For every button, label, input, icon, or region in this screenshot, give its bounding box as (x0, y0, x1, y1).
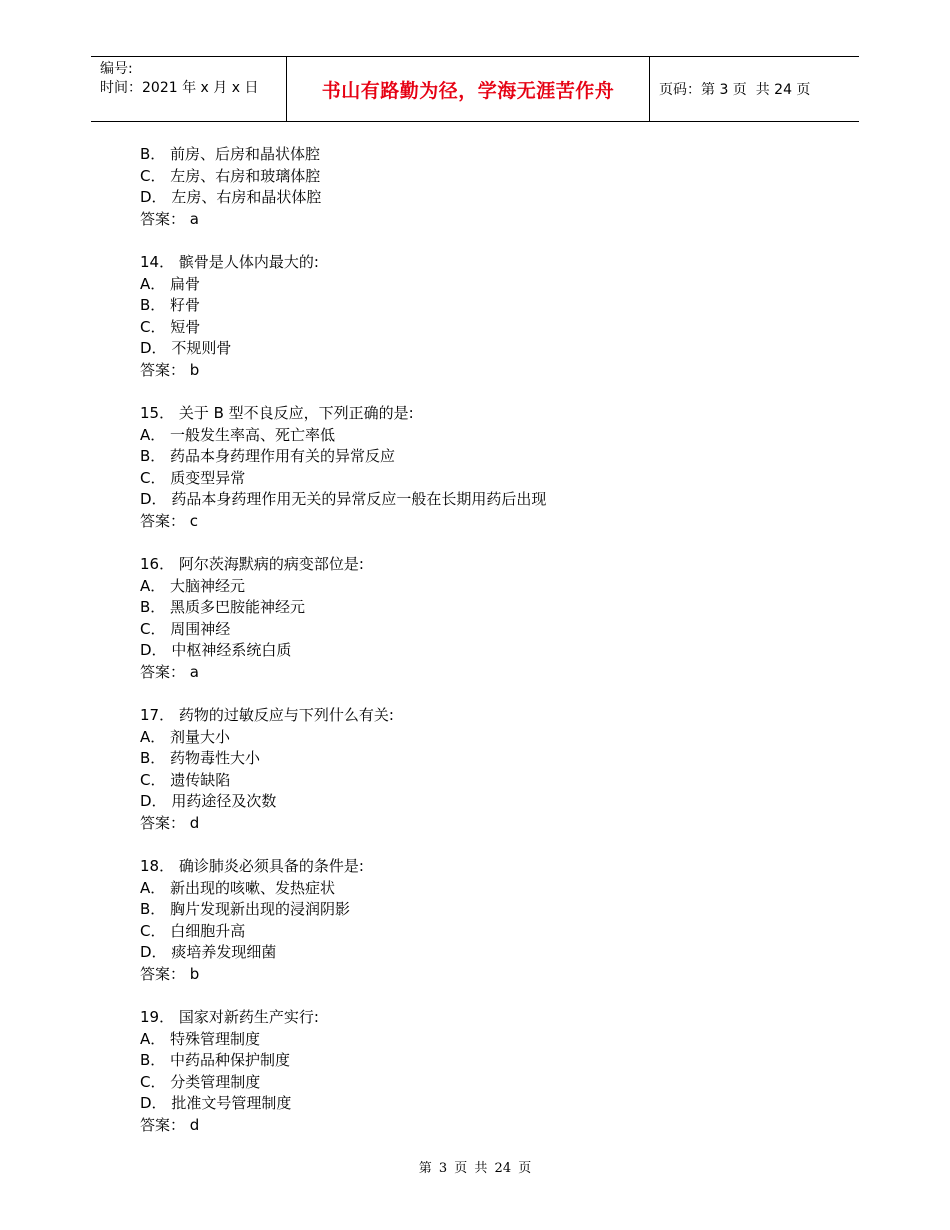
option-b: B． 药品本身药理作用有关的异常反应 (140, 447, 396, 465)
question-14 (140, 252, 860, 381)
option-d: D． 批准文号管理制度 (140, 1094, 292, 1112)
option-c: C． 短骨 (140, 317, 201, 336)
question-16 (140, 554, 860, 683)
header-meta (91, 57, 287, 121)
option-c: C． 遗传缺陷 (140, 770, 231, 789)
option-a: A． 新出现的咳嗽、发热症状 (140, 878, 336, 897)
question-title: 18． 确诊肺炎必须具备的条件是: (140, 857, 364, 875)
answer-line: 答案： a (140, 662, 199, 681)
option-b: B． 中药品种保护制度 (140, 1051, 291, 1069)
question-title: 15． 关于 B 型不良反应，下列正确的是: (140, 404, 414, 422)
question-15 (140, 403, 860, 532)
answer-line: 答案： d (140, 1115, 200, 1134)
answer-line: 答案： a (140, 209, 199, 228)
option-b: B． 药物毒性大小 (140, 749, 261, 767)
question-list (140, 144, 860, 1158)
option-d: D． 左房、右房和晶状体腔 (140, 188, 322, 206)
answer-line: 答案： b (140, 964, 200, 983)
question-18 (140, 856, 860, 985)
question-19 (140, 1007, 860, 1136)
option-a: A． 扁骨 (140, 274, 201, 293)
option-c: C． 左房、右房和玻璃体腔 (140, 166, 321, 185)
question-17 (140, 705, 860, 834)
option-b: B． 黑质多巴胺能神经元 (140, 598, 306, 616)
header-page-info: 页码：第 3 页 共 24 页 (659, 82, 811, 98)
option-c: C． 质变型异常 (140, 468, 246, 487)
option-b: B． 前房、后房和晶状体腔 (140, 145, 321, 163)
option-a: A． 大脑神经元 (140, 576, 246, 595)
serial-label: 编号: (100, 61, 133, 77)
option-c: C． 白细胞升高 (140, 921, 246, 940)
option-b: B． 胸片发现新出现的浸润阴影 (140, 900, 351, 918)
question-13-continued (140, 144, 860, 230)
option-a: A． 特殊管理制度 (140, 1029, 261, 1048)
option-d: D． 用药途径及次数 (140, 792, 277, 810)
option-c: C． 分类管理制度 (140, 1072, 261, 1091)
question-title: 19． 国家对新药生产实行: (140, 1008, 319, 1026)
question-title: 14． 髌骨是人体内最大的: (140, 253, 319, 271)
time-line: 时间：2021 年 x 月 x 日 (100, 80, 259, 96)
option-a: A． 一般发生率高、死亡率低 (140, 425, 336, 444)
page-footer: 第 3 页 共 24 页 (418, 1161, 532, 1176)
answer-line: 答案： b (140, 360, 200, 379)
option-d: D． 药品本身药理作用无关的异常反应一般在长期用药后出现 (140, 490, 547, 508)
question-title: 16． 阿尔茨海默病的病变部位是: (140, 555, 364, 573)
answer-line: 答案： c (140, 511, 199, 530)
page-header (91, 56, 859, 122)
option-d: D． 中枢神经系统白质 (140, 641, 292, 659)
header-motto: 书山有路勤为径，学海无涯苦作舟 (287, 57, 650, 121)
answer-line: 答案： d (140, 813, 200, 832)
option-c: C． 周围神经 (140, 619, 231, 638)
option-a: A． 剂量大小 (140, 727, 231, 746)
option-b: B． 籽骨 (140, 296, 201, 314)
question-title: 17． 药物的过敏反应与下列什么有关: (140, 706, 394, 724)
option-d: D． 不规则骨 (140, 339, 232, 357)
option-d: D． 痰培养发现细菌 (140, 943, 277, 961)
